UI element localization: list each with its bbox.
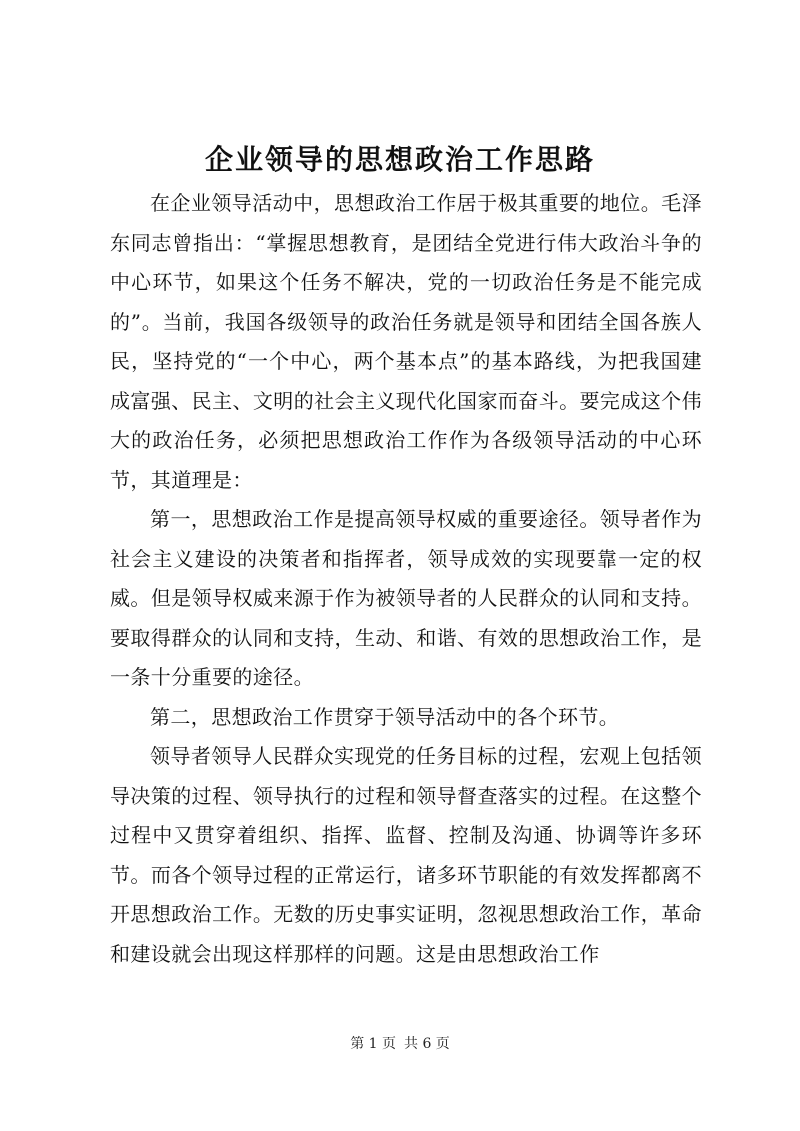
page-number: 第 1 页 [350,1036,396,1052]
paragraph-second-point-detail: 领导者领导人民群众实现党的任务目标的过程，宏观上包括领导决策的过程、领导执行的过程和领导督查落实的过程。在这整个过程中又贯穿着组织、指挥、监督、控制及沟通、协调等许多环节。而各个领导过程的正常运行，诸多环节职能的有效发挥都离不开思想政治工作。无数的历史事实证明，忽视思想政治工作，革命和建设就会出现这样那样的问题。这是由思想政治工作 [110,744,702,966]
page-total: 共 6 页 [404,1036,450,1052]
paragraph-second-point: 第二，思想政治工作贯穿于领导活动中的各个环节。 [150,704,620,729]
document-title: 企业领导的思想政治工作思路 [204,143,595,176]
page-footer [0,1034,800,1054]
paragraph-intro: 在企业领导活动中，思想政治工作居于极其重要的地位。毛泽东同志曾指出：“掌握思想教育，是团结全党进行伟大政治斗争的中心环节，如果这个任务不解决，党的一切政治任务是不能完成的”。当前，我国各级领导的政治任务就是领导和团结全国各族人民，坚持党的“一个中心，两个基本点”的基本路线，为把我国建成富强、民主、文明的社会主义现代化国家而奋斗。要完成这个伟大的政治任务，必须把思想政治工作作为各级领导活动的中心环节，其道理是： [110,191,702,492]
document-body [110,184,702,974]
paragraph-first-point: 第一，思想政治工作是提高领导权威的重要途径。领导者作为社会主义建设的决策者和指挥者，领导成效的实现要靠一定的权威。但是领导权威来源于作为被领导者的人民群众的认同和支持。要取得群众的认同和支持，生动、和谐、有效的思想政治工作，是一条十分重要的途径。 [110,507,702,689]
